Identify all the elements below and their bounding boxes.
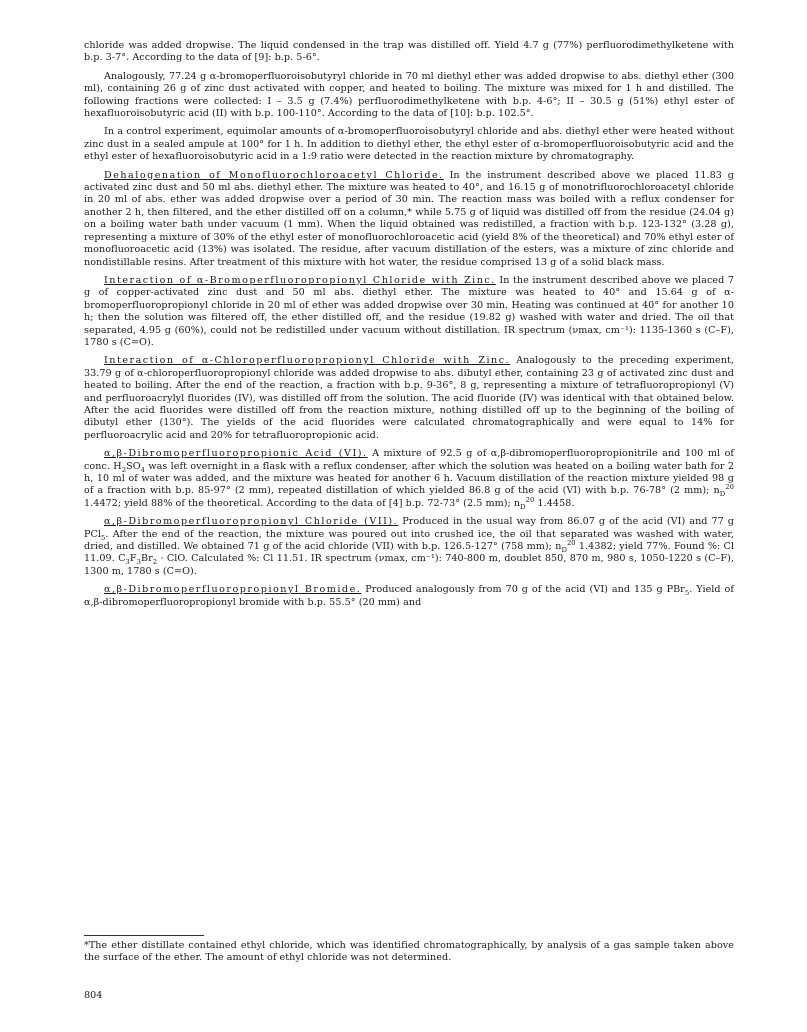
superscript: 20 — [566, 538, 576, 547]
subscript: D — [561, 545, 567, 554]
paragraph-dibromo-chloride — [84, 516, 734, 578]
subscript: D — [719, 490, 726, 499]
paragraph-3: In a control experiment, equimolar amounts of α-bromoperfluoroisobutyryl chloride and abs. diethyl ether were heated without zinc dust in a sealed ampule at 100° for 1 h. In addition to diethyl ether, the ethyl ester of α-bromoperfluoroisobutyric acid and the ethyl ester of hexafluoroisobutyric acid in a 1:9 ratio were detected in the reaction mixture by chromatography. — [84, 126, 734, 163]
paragraph-chloro-zinc-body: Analogously to the preceding experiment, 33.79 g of α-chloroperfluoropropionyl chloride was added dropwise to abs. dibutyl ether, containing 23 g of activated zinc dust and heated to boiling. After the end of the reaction, a fraction with b.p. 9-36°, 8 g, representing a mixture of tetrafluoropropionyl (V) and perfluoroacrylyl fluorides (IV), was distilled off from the solution. The acid fluoride (IV) was identical with that obtained below. After the acid fluorides were distilled off from the reaction mixture, nothing distilled off up to the beginning of the boiling of dibutyl ether (130°). The yields of the acid fluorides were calculated chromatographically and were equal to 14% for perfluoroacrylic acid and 20% for tetrafluoropropionic acid. — [84, 355, 735, 441]
text-run: . Yield of α,β-dibromoperfluoropropionyl bromide with b.p. 55.5° (20 mm) and — [84, 584, 734, 608]
section-heading-bromo-zinc: Interaction of α-Bromoperfluoropropionyl Chloride with Zinc. — [104, 274, 496, 286]
main-text — [84, 40, 734, 615]
section-heading-dibromo-bromide: α,β-Dibromoperfluoropropionyl Bromide. — [104, 584, 362, 596]
subscript: 4 — [140, 465, 146, 474]
paragraph-dehalogenation-body: In the instrument described above we placed 11.83 g activated zinc dust and 50 ml abs. diethyl ether. The mixture was heated to 40°, and 16.15 g of monotrifluorochloroacetyl chloride in 20 ml of abs. ether was added dropwise over a period of 30 min. The reaction mass was boiled with a reflux condenser for another 2 h, then filtered, and the ether distilled off on a column,* while 5.75 g of liquid was distilled off from the residue (24.04 g) on a boiling water bath under vacuum (1 mm). When the liquid obtained was redistilled, a fraction with b.p. 123-132° (3.28 g), representing a mixture of 30% of the ethyl ester of monofluorochloroacetic acid (yield 8% of the theoretical) and 70% ethyl ester of monofluoroacetic acid (13%) was isolated. The residue, after vacuum distillation of the esters, was a mixture of zinc chloride and nondistillable resins. After treatment of this mixture with hot water, the residue comprised 13 g of a solid black mass. — [84, 169, 734, 268]
paragraph-bromo-zinc-body: In the instrument described above we placed 7 g of copper-activated zinc dust and 50 ml abs. diethyl ether. The mixture was heated to 40° and 15.64 g of α-bromoperfluoropropionyl chloride in 20 ml of ether was added dropwise over 30 min. Heating was continued at 40° for another 10 h; then the solution was filtered off, the ether distilled off, and the residue (19.82 g) washed with water and dried. The oil that separated, 4.95 g (60%), could not be redistilled under vacuum without distillation. IR spectrum (νmax, cm⁻¹): 1135-1360 s (C–F), 1780 s (C=O). — [84, 274, 734, 348]
subscript: 2 — [152, 558, 158, 567]
text-run: 1.4382; yield 77%. Found %: Cl 11.09. C — [84, 541, 735, 565]
section-heading-dibromo-acid: α,β-Dibromoperfluoropropionic Acid (VI). — [104, 448, 368, 460]
text-run: F — [129, 553, 137, 565]
footnote-divider — [84, 935, 204, 936]
section-heading-chloro-zinc: Interaction of α-Chloroperfluoropropionyl Chloride with Zinc. — [104, 355, 511, 367]
subscript: 2 — [121, 465, 127, 474]
section-heading-dibromo-chloride: α,β-Dibromoperfluoropropionyl Chloride (VII). — [104, 516, 399, 528]
paragraph-dibromo-acid — [84, 448, 734, 510]
text-run: A mixture of 92.5 g of α,β-dibromoperfluoropropionitrile and 100 ml of conc. H — [84, 448, 734, 472]
footnote: *The ether distillate contained ethyl chloride, which was identified chromatographically, by analysis of a gas sample taken above the surface of the ether. The amount of ethyl chloride was not determined. — [84, 940, 734, 964]
paragraph-dehalogenation — [84, 170, 734, 269]
text-run: 1.4458. — [534, 497, 575, 509]
text-run: Produced in the usual way from 86.07 g of the acid (VI) and 77 g PCl — [84, 516, 734, 540]
subscript: D — [520, 502, 526, 511]
paragraph-1: chloride was added dropwise. The liquid condensed in the trap was distilled off. Yield 4.7 g (77%) perfluorodimethylketene with b.p. 3-7°. According to the data of [9]: b.p. 5-6°. — [84, 40, 734, 64]
subscript: 5 — [684, 589, 690, 598]
section-heading-dehalogenation: Dehalogenation of Monofluorochloroacetyl Chloride. — [104, 169, 444, 181]
paragraph-chloro-zinc — [84, 355, 734, 442]
text-run: Produced analogously from 70 g of the acid (VI) and 135 g PBr — [365, 584, 685, 596]
text-run: · ClO. Calculated %: Cl 11.51. IR spectrum (νmax, cm⁻¹): 740-800 m, doublet 850, 870 m, 980 s, 1050-1220 s (C–F), 1300 m, 1780 s (C=O). — [84, 553, 735, 577]
paragraph-bromo-zinc — [84, 275, 734, 349]
subscript: 3 — [125, 558, 130, 567]
paragraph-2: Analogously, 77.24 g α-bromoperfluoroisobutyryl chloride in 70 ml diethyl ether was added dropwise to abs. diethyl ether (300 ml), containing 26 g of zinc dust activated with copper, and heated to boiling. The mixture was mixed for 1 h and distilled. The following fractions were collected: I – 3.5 g (7.4%) perfluorodimethylketene with b.p. 4-6°; II – 30.5 g (51%) ethyl ester of hexafluoroisobutyric acid (II) with b.p. 100-110°. According to the data of [10]: b.p. 102.5°. — [84, 70, 734, 120]
superscript: 20 — [725, 483, 734, 492]
text-run: SO — [126, 460, 141, 472]
text-run: 1.4472; yield 88% of the theoretical. According to the data of [4] b.p. 72-73° (2.5 mm); n — [84, 497, 521, 509]
subscript: 3 — [136, 558, 141, 567]
text-run: Br — [141, 553, 153, 565]
text-run: . After the end of the reaction, the mixture was poured out into crushed ice, the oil that separated was washed with water, dried, and distilled. We obtained 71 g of the acid chloride (VII) with b.p. 126.5-127° (758 mm); n — [84, 528, 734, 553]
superscript: 20 — [525, 495, 535, 504]
page-number: 804 — [84, 990, 103, 1001]
subscript: 5 — [101, 533, 106, 542]
text-run: was left overnight in a flask with a reflux condenser, after which the solution was heated on a boiling water bath for 2 h, 10 ml of water was added, and the mixture was heated for another 6 h. Vacuum distillation of the reaction mixture yielded 98 g of a fraction with b.p. 85-97° (2 mm), repeated distillation of which yielded 86.8 g of the acid (VI) with b.p. 76-78° (2 mm); n — [84, 460, 734, 497]
paragraph-dibromo-bromide — [84, 584, 734, 609]
